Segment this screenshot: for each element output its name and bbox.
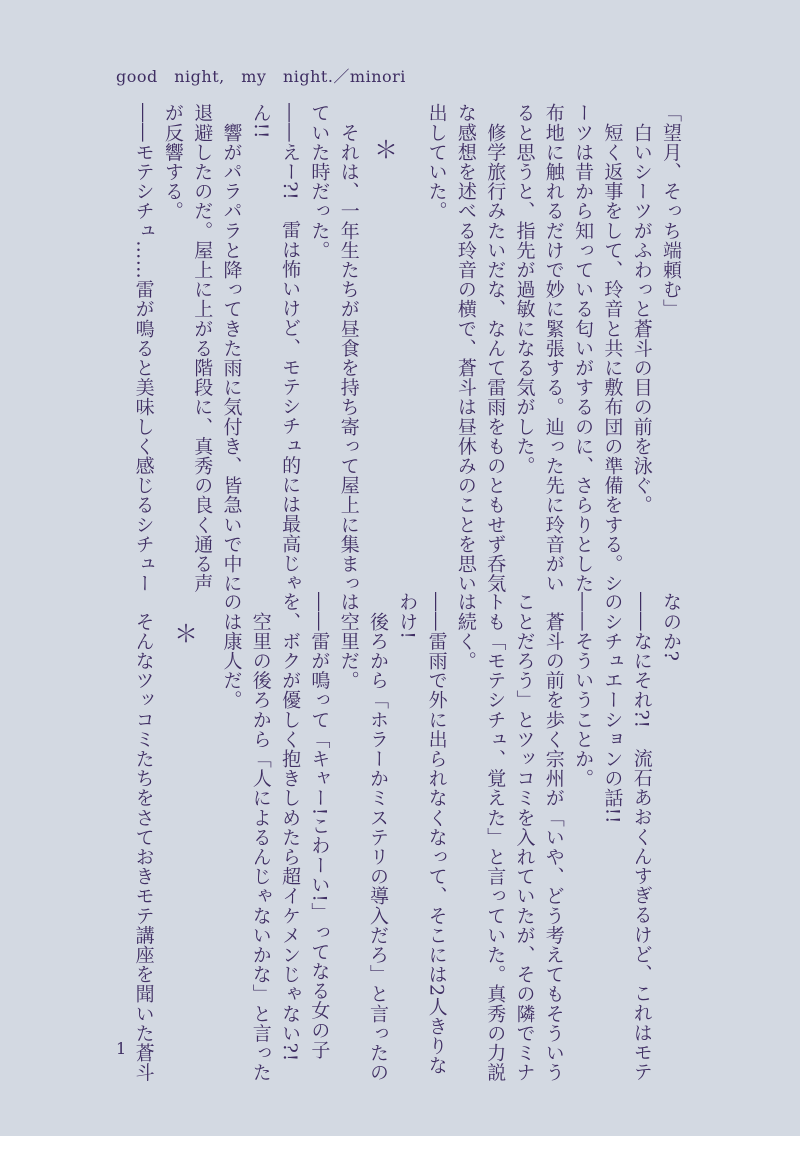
text-column: ん!! <box>249 103 272 140</box>
text-column: が反響する。 <box>161 103 184 221</box>
text-column: ――雷雨で外に出られなくなって、そこには2人きりな <box>425 592 448 1076</box>
text-column: わけ! <box>396 592 419 640</box>
text-column: は空里だ。 <box>337 592 360 690</box>
page-bottom-band <box>0 1136 800 1171</box>
text-column: 短く返事をして、玲音と共に敷布団の準備をする。シ <box>601 103 624 593</box>
text-column: ――なにそれ?! 流石あおくんすぎるけど、これはモテ <box>630 592 653 1082</box>
text-column: 後ろから「ホラーかミステリの導入だろ」と言ったの <box>367 592 389 1082</box>
text-column: そんなツッコミたちをさておきモテ講座を聞いた蒼斗 <box>132 592 155 1082</box>
text-column: 蒼斗の前を歩く宗州が「いや、どう考えてもそういう <box>542 592 565 1082</box>
text-column: ――えー?! 雷は怖いけど、モテシチュ的には最高じゃ <box>279 103 302 593</box>
text-column: 白いシーツがふわっと蒼斗の目の前を泳ぐ。 <box>630 103 653 515</box>
text-column: な感想を述べる玲音の横で、蒼斗は昼休みのことを思い <box>454 103 477 593</box>
text-column: ――そういうことか。 <box>572 592 595 788</box>
text-column: のは康人だ。 <box>220 592 243 710</box>
section-break-upper: ＊ <box>374 136 398 164</box>
text-column: ると思うと、指先が過敏になる気がした。 <box>513 103 536 476</box>
text-column: 空里の後ろから「人によるんじゃないかな」と言った <box>249 592 272 1082</box>
text-column: 出していた。 <box>425 103 448 221</box>
text-column: ーツは昔から知っている匂いがするのに、さらりとした <box>572 103 595 593</box>
text-column: なのか? <box>660 592 682 662</box>
text-column: 「望月、そっち端頼む」 <box>660 103 682 319</box>
text-column: 響がパラパラと降ってきた雨に気付き、皆急いで中に <box>220 103 243 593</box>
text-column: 退避したのだ。屋上に上がる階段に、真秀の良く通る声 <box>191 103 214 593</box>
text-column: 布地に触れるだけで妙に緊張する。辿った先に玲音がい <box>542 103 565 593</box>
text-column: ――モテシチュ……雷が鳴ると美味しく感じるシチュー <box>132 103 155 593</box>
text-column: のシチュエーションの話!! <box>601 592 624 825</box>
text-column: は続く。 <box>454 592 477 671</box>
text-column: ていた時だった。 <box>308 103 331 260</box>
text-column: ことだろう」とツッコミを入れていたが、その隣でミナ <box>513 592 536 1082</box>
section-break-lower: ＊ <box>174 620 198 648</box>
running-title: good night, my night.／minori <box>116 67 406 86</box>
text-column: 修学旅行みたいだな、なんて雷雨をものともせず呑気 <box>484 103 507 593</box>
text-column: を、ボクが優しく抱きしめたら超イケメンじゃない?! <box>279 592 302 1062</box>
text-column: トも「モテシチュ、覚えた」と言っていた。真秀の力説 <box>484 592 507 1082</box>
page-number: 1 <box>116 1039 127 1058</box>
text-column: ――雷が鳴って「キャー!こわーい!」ってなる女の子 <box>308 592 331 1060</box>
text-column: それは、一年生たちが昼食を持ち寄って屋上に集まっ <box>337 103 360 593</box>
